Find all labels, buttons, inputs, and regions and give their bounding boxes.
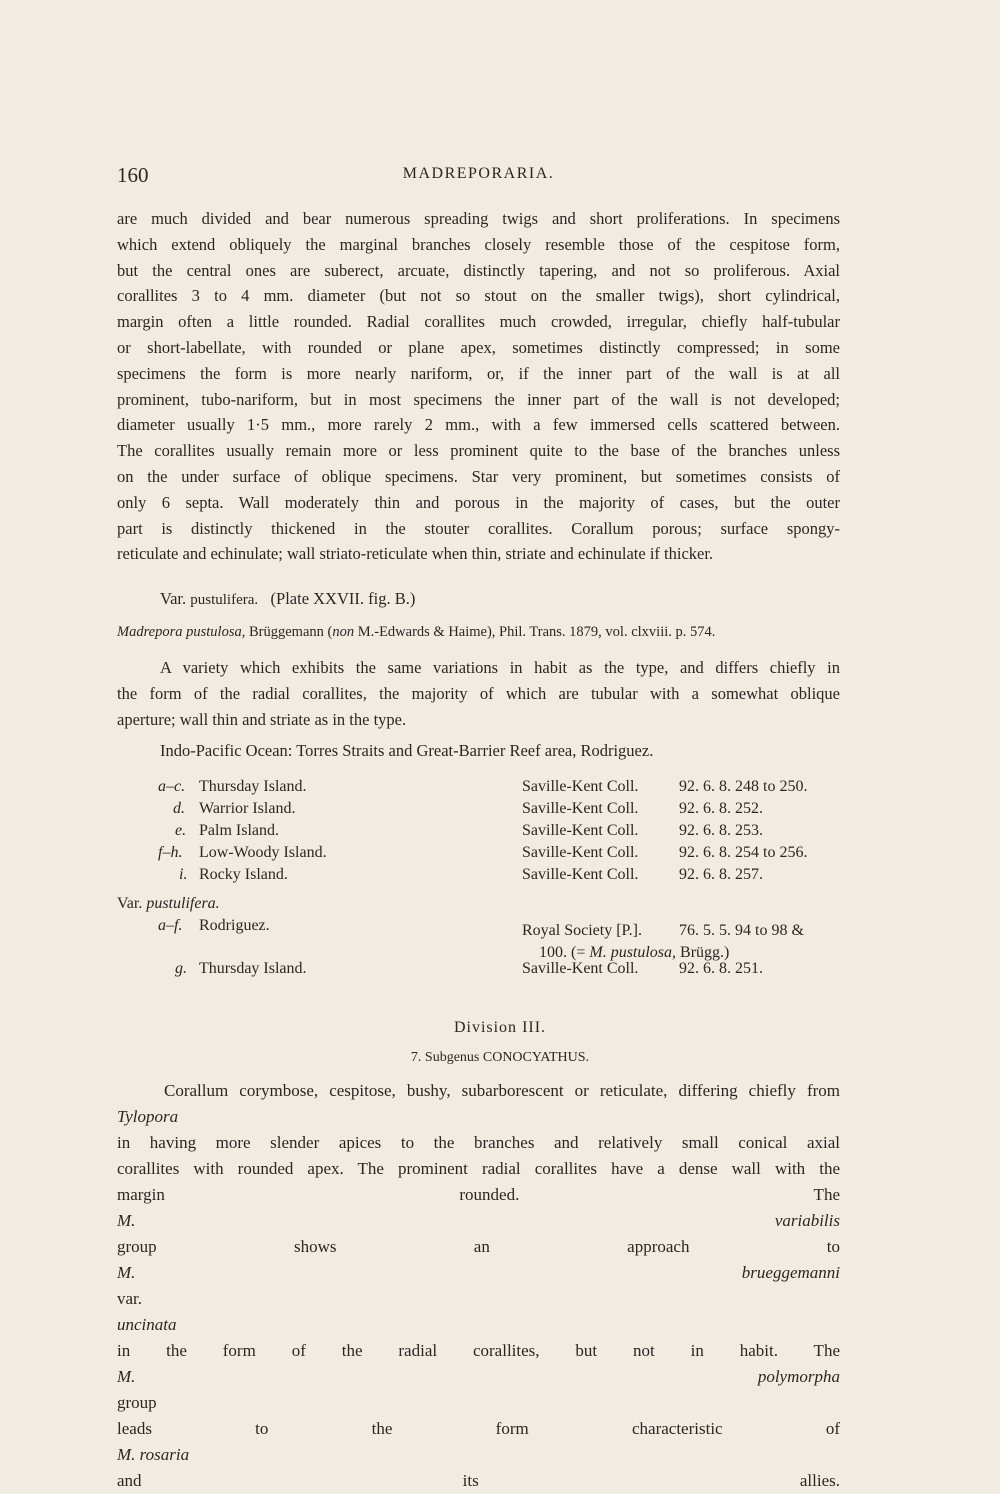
variety-subheading-name: pustulifera. [146,895,220,912]
division-word: Division [453,1019,518,1036]
register-taxon: M. pustulosa, [589,944,677,961]
taxon-name: M. polymorpha [117,1367,840,1386]
specimen-register: 92. 6. 8. 251. [679,960,763,977]
page-header [117,163,840,193]
subgenus-heading: 7. Subgenus CONOCYATHUS. [410,1050,590,1065]
taxon-name: M. brueggemanni [117,1263,840,1282]
text-line: prominent, tubo-nariform, but in most specimens the inner part of the wall is not developed; [117,389,840,409]
specimen-row [117,866,840,888]
division-heading [0,1019,1000,1037]
specimen-locality: Rocky Island. [199,866,288,883]
text-line: corallites with rounded apex. The prominent radial corallites have a dense wall with the [117,1159,840,1178]
specimen-collection: Saville-Kent Coll. [522,800,639,817]
specimen-locality: Palm Island. [199,822,279,839]
text-line [117,1416,840,1494]
plate-reference: (Plate XXVII. fig. B.) [270,589,416,608]
specimen-collection: Saville-Kent Coll. [522,866,639,883]
specimen-locality: Rodriguez. [199,917,270,934]
text-line: the form of the radial corallites, the majority of which are tubular with a somewhat oblique [117,683,840,703]
text-line: corallites 3 to 4 mm. diameter (but not so stout on the smaller twigs), short cylindrical, [117,286,840,306]
page-number: 160 [117,163,149,187]
text-fragment: margin rounded. The [117,1185,840,1204]
text-fragment: in the form of the radial corallites, but not in habit. The [117,1341,840,1360]
specimen-collection: Saville-Kent Coll. [522,822,639,839]
text-fragment: var. [117,1289,143,1308]
reference-citation: M.-Edwards & Haime), Phil. Trans. 1879, vol. clxviii. p. 574. [354,624,716,640]
taxon-name: M. variabilis [117,1211,840,1230]
specimen-register: 92. 6. 8. 257. [679,866,763,883]
specimen-label: a–f. [158,917,183,934]
specimen-row [117,960,840,982]
text-line: part is distinctly thickened in the stouter corallites. Corallum porous; surface spongy- [117,518,840,538]
variety-subheading [117,895,840,917]
text-line [117,1104,840,1156]
taxon-name: Tylopora [117,1107,179,1126]
text-line: margin often a little rounded. Radial corallites much crowded, irregular, chiefly half-tubular [117,312,840,332]
text-line: or short-labellate, with rounded or plane apex, sometimes distinctly compressed; in some [117,337,840,357]
taxon-name: M. rosaria [117,1445,190,1464]
specimen-register: 92. 6. 8. 248 to 250. [679,778,808,795]
specimen-row [117,917,840,961]
specimen-register: 92. 6. 8. 253. [679,822,763,839]
text-fragment: in having more slender apices to the branches and relatively small conical axial [117,1133,840,1152]
running-head: MADREPORARIA. [402,165,555,182]
text-line [117,1312,840,1416]
specimen-row [117,778,840,800]
specimen-label: g. [175,960,187,977]
variety-subheading-text [117,895,220,913]
reference-non: non [332,624,355,640]
distribution-line: Indo-Pacific Ocean: Torres Straits and Great-Barrier Reef area, Rodriguez. [160,741,654,760]
specimen-label: d. [173,800,185,817]
taxon-name: uncinata [117,1315,177,1334]
specimen-label: f–h. [158,844,183,861]
specimen-collection: Saville-Kent Coll. [522,960,639,977]
subgenus-paragraph [117,1078,840,1494]
variety-subheading-label: Var. [117,895,143,912]
text-fragment: and its allies. [117,1471,840,1490]
specimen-row [117,844,840,866]
text-line: Corallum corymbose, cespitose, bushy, subarborescent or reticulate, differing chiefly from [164,1081,840,1100]
text-line: on the under surface of oblique specimens. Star very prominent, but sometimes consists of [117,466,840,486]
text-line: are much divided and bear numerous spreading twigs and short proliferations. In specimens [117,209,840,228]
specimen-collection: Saville-Kent Coll. [522,844,639,861]
division-number: III. [522,1019,547,1036]
variety-heading [160,589,415,609]
specimen-collection: Royal Society [P.]. [522,922,642,939]
text-fragment: group shows an approach to [117,1237,840,1256]
text-fragment: group [117,1393,157,1412]
text-line: The corallites usually remain more or less prominent quite to the base of the branches unless [117,441,840,461]
variety-name: pustulifera. [190,592,259,608]
text-line [117,1182,840,1312]
variety-label: Var. [160,589,187,608]
description-paragraph [117,206,840,567]
specimen-register: 92. 6. 8. 252. [679,800,763,817]
text-line: only 6 septa. Wall moderately thin and porous in the majority of cases, but the outer [117,492,840,512]
text-line: aperture; wall thin and striate as in the type. [117,709,407,729]
synonymy-reference [117,624,840,641]
specimen-label: i. [179,866,188,883]
specimen-locality: Warrior Island. [199,800,296,817]
specimen-label: a–c. [158,778,186,795]
text-line: reticulate and echinulate; wall striato-reticulate when thin, striate and echinulate if thicker. [117,544,714,564]
specimen-register: 76. 5. 5. 94 to 98 & [679,922,804,939]
text-line: but the central ones are suberect, arcuate, distinctly tapering, and not so proliferous. Axial [117,260,840,280]
specimen-locality: Thursday Island. [199,778,307,795]
register-author: Brügg.) [676,944,730,961]
text-line: which extend obliquely the marginal branches closely resemble those of the cespitose form, [117,234,840,254]
text-fragment: leads to the form characteristic of [117,1419,840,1438]
specimen-locality: Low-Woody Island. [199,844,327,861]
text-line: specimens the form is more nearly nariform, or, if the inner part of the wall is at all [117,363,840,383]
text-line: A variety which exhibits the same variations in habit as the type, and differs chiefly in [160,658,840,677]
specimen-label: e. [175,822,187,839]
specimen-row [117,822,840,844]
reference-author: Brüggemann ( [245,624,333,640]
text-line: diameter usually 1·5 mm., more rarely 2 mm., with a few immersed cells scattered between. [117,415,840,435]
specimen-collection: Saville-Kent Coll. [522,778,639,795]
specimen-locality: Thursday Island. [199,960,307,977]
variety-paragraph [117,655,840,732]
specimen-register: 92. 6. 8. 254 to 256. [679,844,808,861]
register-continued-text: 100. (= [539,944,590,961]
specimen-row [117,800,840,822]
reference-taxon: Madrepora pustulosa, [117,624,246,640]
